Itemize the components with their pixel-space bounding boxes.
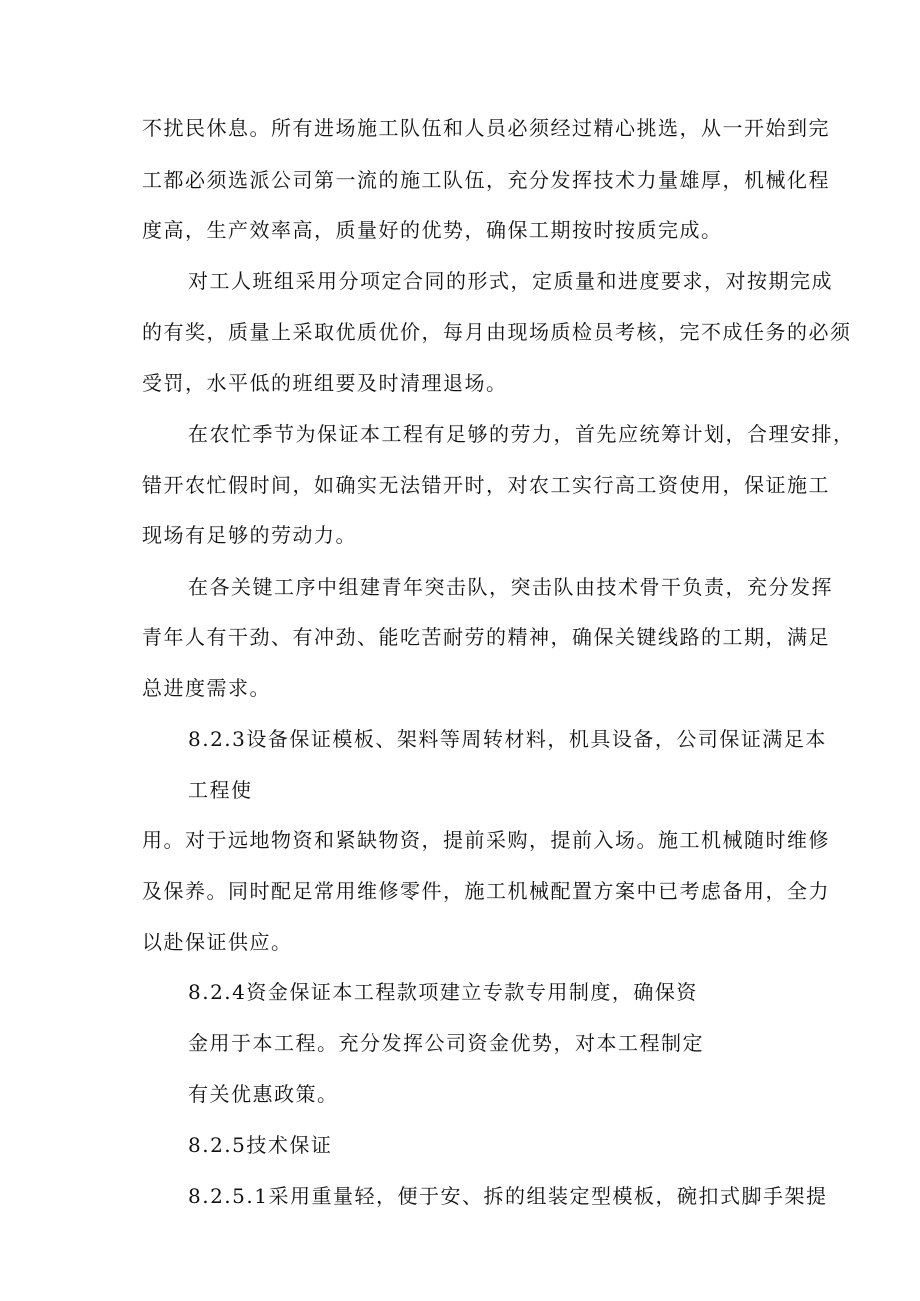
section-heading-8-2-3: 8.2.3设备保证模板、架料等周转材料，机具设备，公司保证满足本: [188, 727, 827, 751]
paragraph-line: 青年人有干劲、有冲劲、能吃苦耐劳的精神，确保关键线路的工期，满足: [142, 625, 830, 649]
section-heading-8-2-5-1: 8.2.5.1采用重量轻，便于安、拆的组装定型模板，碗扣式脚手架提: [188, 1184, 828, 1208]
paragraph-line: 总进度需求。: [142, 676, 271, 700]
paragraph-line: 金用于本工程。充分发挥公司资金优势，对本工程制定: [188, 1031, 704, 1055]
paragraph-line: 度高，生产效率高，质量好的优势，确保工期按时按质完成。: [142, 218, 723, 242]
paragraph-line: 工程使: [188, 778, 253, 802]
paragraph-line: 现场有足够的劳动力。: [142, 523, 357, 547]
paragraph-line: 工都必须选派公司第一流的施工队伍，充分发挥技术力量雄厚，机械化程: [142, 168, 830, 192]
paragraph-line: 在农忙季节为保证本工程有足够的劳力，首先应统筹计划，合理安排，: [188, 422, 855, 446]
paragraph-line: 受罚，水平低的班组要及时清理退场。: [142, 371, 508, 395]
paragraph-line: 有关优惠政策。: [188, 1082, 339, 1106]
paragraph-line: 不扰民休息。所有进场施工队伍和人员必须经过精心挑选，从一开始到完: [142, 116, 830, 140]
paragraph-line: 及保养。同时配足常用维修零件，施工机械配置方案中已考虑备用，全力: [142, 879, 830, 903]
paragraph-line: 在各关键工序中组建青年突击队，突击队由技术骨干负责，充分发挥: [188, 575, 833, 599]
paragraph-line: 的有奖，质量上采取优质优价，每月由现场质检员考核，完不成任务的必须: [142, 320, 852, 344]
paragraph-line: 以赴保证供应。: [142, 930, 293, 954]
paragraph-line: 错开农忙假时间，如确实无法错开时，对农工实行高工资使用，保证施工: [142, 473, 830, 497]
paragraph-line: 用。对于远地物资和紧缺物资，提前采购，提前入场。施工机械随时维修: [142, 828, 830, 852]
paragraph-line: 对工人班组采用分项定合同的形式，定质量和进度要求，对按期完成: [188, 269, 833, 293]
section-heading-8-2-5: 8.2.5技术保证: [188, 1133, 333, 1157]
section-heading-8-2-4: 8.2.4资金保证本工程款项建立专款专用制度，确保资: [188, 980, 698, 1004]
